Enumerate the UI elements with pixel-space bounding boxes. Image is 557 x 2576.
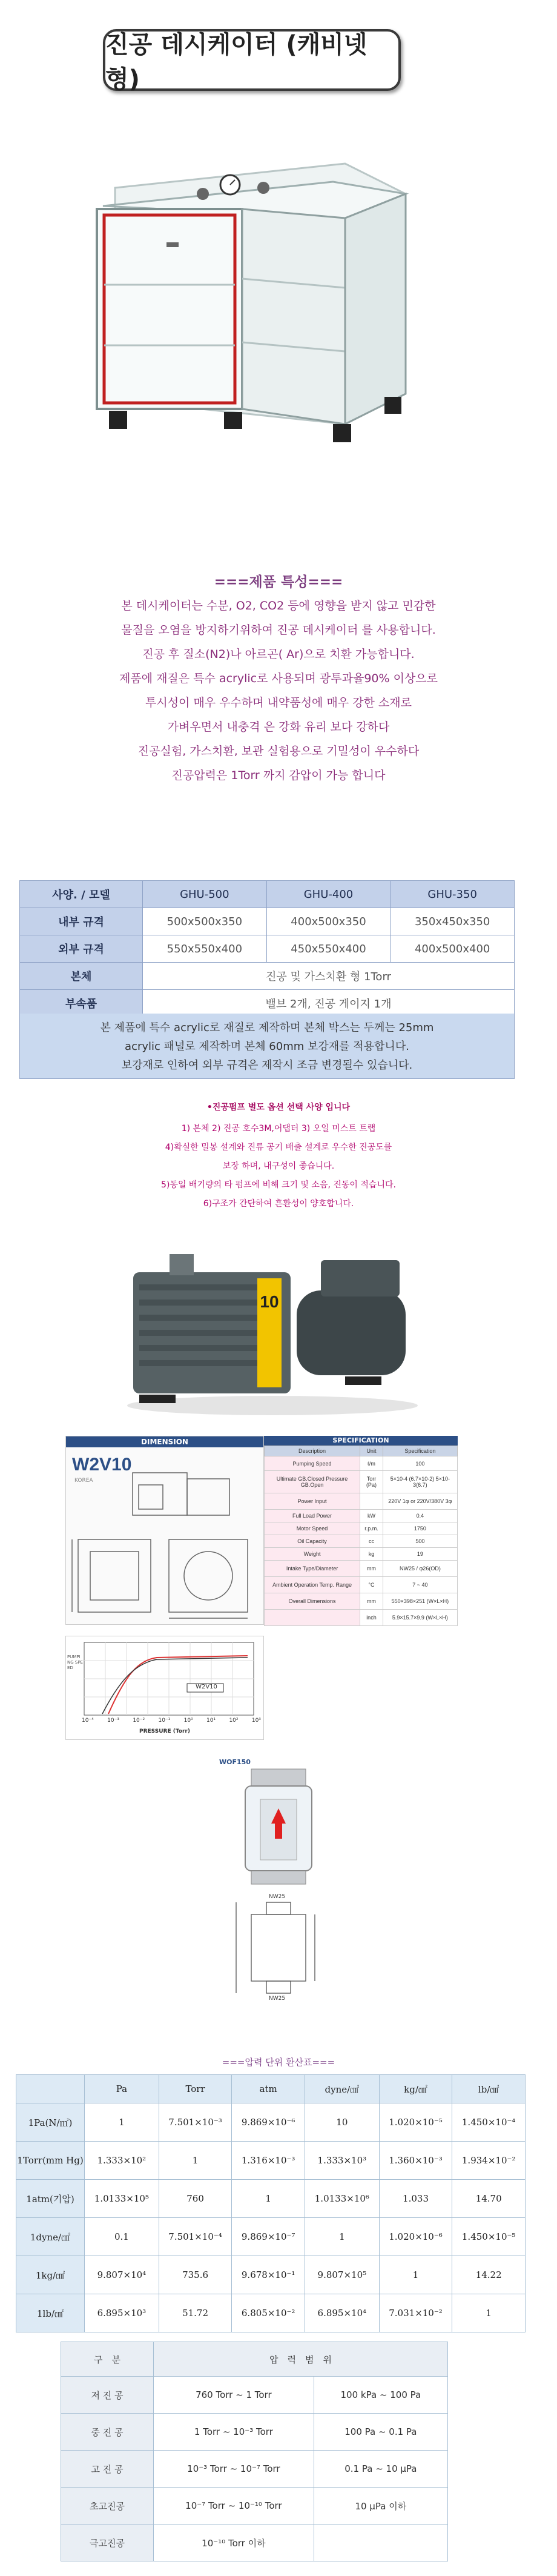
table-row xyxy=(61,2414,448,2451)
pressure-cell: 7.501×10⁻⁴ xyxy=(159,2218,232,2256)
table-row xyxy=(61,2377,448,2414)
feature-line: 본 데시케이터는 수분, O2, CO2 등에 영향을 받지 않고 민감한 xyxy=(121,599,436,612)
dimension-drawing xyxy=(65,1436,264,1625)
table-row xyxy=(16,2103,526,2142)
spec-value: 0.4 xyxy=(383,1510,457,1522)
spec-col: Unit xyxy=(360,1446,383,1456)
pressure-cell: 1.020×10⁻⁵ xyxy=(379,2103,452,2142)
pressure-row-label: 1lb/㎠ xyxy=(16,2294,85,2332)
graph-tick: 10⁰ xyxy=(183,1718,193,1724)
dimension-header: DIMENSION xyxy=(66,1436,263,1447)
pressure-cell: 760 xyxy=(159,2180,232,2218)
table-row xyxy=(61,2488,448,2525)
pressure-cell: 1 xyxy=(379,2256,452,2294)
pressure-header xyxy=(16,2075,85,2103)
range-label: 극고진공 xyxy=(61,2525,154,2561)
spec-unit: inch xyxy=(360,1610,383,1626)
spec-desc: Ambient Operation Temp. Range xyxy=(265,1577,360,1593)
spec-cell: 400x500x400 xyxy=(391,935,515,963)
desiccator-cabinet-image xyxy=(79,151,418,466)
pressure-cell: 1 xyxy=(452,2294,526,2332)
pressure-cell: 1 xyxy=(305,2218,379,2256)
graph-tick: 10³ xyxy=(251,1718,261,1724)
pressure-cell: 14.70 xyxy=(452,2180,526,2218)
graph-tick: 10⁻⁴ xyxy=(82,1718,94,1724)
spec-cell: 500x500x350 xyxy=(143,908,267,935)
pressure-cell: 1.020×10⁻⁶ xyxy=(379,2218,452,2256)
range-pa: 0.1 Pa ~ 10 μPa xyxy=(314,2451,447,2488)
range-torr: 10⁻³ Torr ~ 10⁻⁷ Torr xyxy=(154,2451,314,2488)
range-torr: 760 Torr ~ 1 Torr xyxy=(154,2377,314,2414)
table-row xyxy=(16,2180,526,2218)
spec-cell: 밸브 2개, 진공 게이지 1개 xyxy=(143,990,515,1017)
spec-value: 19 xyxy=(383,1548,457,1561)
trap-label: WOF150 xyxy=(219,1758,251,1766)
specification-header: SPECIFICATION xyxy=(264,1436,458,1446)
pressure-cell: 1.333×10³ xyxy=(305,2142,379,2180)
spec-row-label: 외부 규격 xyxy=(20,935,143,963)
feature-line: 물질을 오염을 방지하기위하여 진공 데시케이터 를 사용합니다. xyxy=(121,623,436,637)
dimension-sub: KOREA xyxy=(74,1478,93,1484)
pumping-speed-graph xyxy=(65,1636,264,1740)
spec-cell: 진공 및 가스치환 형 1Torr xyxy=(143,963,515,990)
spec-unit: Torr (Pa) xyxy=(360,1471,383,1493)
graph-tick: 10¹ xyxy=(206,1718,216,1724)
pressure-table xyxy=(16,2074,526,2332)
feature-line: 투시성이 매우 우수하며 내약품성에 매우 강한 소재로 xyxy=(145,696,412,709)
pressure-header: Torr xyxy=(159,2075,232,2103)
vacuum-pump-image xyxy=(115,1236,430,1418)
pressure-row-label: 1kg/㎠ xyxy=(16,2256,85,2294)
range-torr: 10⁻¹⁰ Torr 이하 xyxy=(154,2525,314,2561)
spec-desc xyxy=(265,1610,360,1626)
graph-legend: W2V10 xyxy=(196,1684,217,1690)
spec-unit: mm xyxy=(360,1561,383,1577)
trap-nw-bottom: NW25 xyxy=(269,1996,286,2002)
pressure-cell: 9.869×10⁻⁶ xyxy=(232,2103,305,2142)
spec-cell: 400x500x350 xyxy=(266,908,391,935)
pump-option-line: 5)동일 배기량의 타 펌프에 비해 크기 및 소음, 진동이 적습니다. xyxy=(161,1180,396,1190)
pressure-cell: 1.934×10⁻² xyxy=(452,2142,526,2180)
spec-value: 1750 xyxy=(383,1522,457,1535)
pump-option-line: 4)확실한 밀봉 설계와 진류 공기 배출 설계로 우수한 진공도를 xyxy=(165,1143,392,1152)
spec-value: 7 ~ 40 xyxy=(383,1577,457,1593)
spec-unit: r.p.m. xyxy=(360,1522,383,1535)
table-row xyxy=(61,2525,448,2561)
graph-tick: 10⁻² xyxy=(133,1718,145,1724)
pressure-cell: 10 xyxy=(305,2103,379,2142)
oil-mist-trap-image xyxy=(218,1757,339,2011)
pressure-cell: 9.807×10⁴ xyxy=(85,2256,159,2294)
spec-cell: 450x550x400 xyxy=(266,935,391,963)
feature-line: 제품에 재질은 특수 acrylic로 사용되며 광투과율90% 이상으로 xyxy=(119,672,438,685)
range-pa: 100 kPa ~ 100 Pa xyxy=(314,2377,447,2414)
pressure-cell: 9.869×10⁻⁷ xyxy=(232,2218,305,2256)
pressure-cell: 0.1 xyxy=(85,2218,159,2256)
range-torr: 10⁻⁷ Torr ~ 10⁻¹⁰ Torr xyxy=(154,2488,314,2525)
pressure-cell: 6.895×10⁴ xyxy=(305,2294,379,2332)
graph-ylabel: PUMPING SPEED xyxy=(67,1655,83,1670)
vacuum-range-table xyxy=(61,2342,448,2561)
pressure-header: kg/㎠ xyxy=(379,2075,452,2103)
pressure-cell: 1.450×10⁻⁴ xyxy=(452,2103,526,2142)
pump-badge: 10 xyxy=(260,1292,279,1311)
pressure-cell: 1.333×10² xyxy=(85,2142,159,2180)
range-label: 초고진공 xyxy=(61,2488,154,2525)
spec-desc: Pumping Speed xyxy=(265,1456,360,1471)
pressure-cell: 1.360×10⁻³ xyxy=(379,2142,452,2180)
spec-unit: kW xyxy=(360,1510,383,1522)
range-pa xyxy=(314,2525,447,2561)
pressure-cell: 7.031×10⁻² xyxy=(379,2294,452,2332)
pressure-cell: 735.6 xyxy=(159,2256,232,2294)
spec-cell: 550x550x400 xyxy=(143,935,267,963)
spec-value: 5.9×15.7×9.9 (W×L×H) xyxy=(383,1610,457,1626)
pressure-cell: 1.033 xyxy=(379,2180,452,2218)
range-header: 구 분 xyxy=(61,2342,154,2377)
spec-desc: Ultimate GB.Closed Pressure GB.Open xyxy=(265,1471,360,1493)
pressure-cell: 1.0133×10⁶ xyxy=(305,2180,379,2218)
pump-option-line: 1) 본체 2) 진공 호수3M,어댑터 3) 오일 미스트 트랩 xyxy=(181,1124,376,1134)
pressure-cell: 6.805×10⁻² xyxy=(232,2294,305,2332)
pressure-cell: 1 xyxy=(232,2180,305,2218)
pressure-header: dyne/㎠ xyxy=(305,2075,379,2103)
features-heading: ===제품 특성=== xyxy=(214,574,343,590)
specification-table xyxy=(264,1446,458,1626)
trap-nw-top: NW25 xyxy=(269,1894,286,1900)
table-row xyxy=(16,2256,526,2294)
spec-note-line: 본 제품에 특수 acrylic로 재질로 제작하며 본체 박스는 두께는 25mm xyxy=(100,1021,434,1034)
range-header: 압 력 범 위 xyxy=(154,2342,448,2377)
pressure-cell: 51.72 xyxy=(159,2294,232,2332)
pressure-row-label: 1Pa(N/㎡) xyxy=(16,2103,85,2142)
feature-line: 가벼우면서 내충격 은 강화 유리 보다 강하다 xyxy=(167,720,390,734)
pressure-header: Pa xyxy=(85,2075,159,2103)
dimension-model: W2V10 xyxy=(72,1455,132,1475)
graph-tick: 10² xyxy=(229,1718,239,1724)
range-pa: 10 μPa 이하 xyxy=(314,2488,447,2525)
spec-unit: mm xyxy=(360,1593,383,1610)
spec-note-line: 보강재로 인하여 외부 규격은 제작시 조금 변경될수 있습니다. xyxy=(121,1059,413,1072)
range-pa: 100 Pa ~ 0.1 Pa xyxy=(314,2414,447,2451)
pressure-cell: 1 xyxy=(159,2142,232,2180)
spec-note xyxy=(19,1014,515,1079)
spec-row-label: 본체 xyxy=(20,963,143,990)
spec-header-cell: GHU-500 xyxy=(143,881,267,908)
spec-col: Description xyxy=(265,1446,360,1456)
pressure-cell: 1.450×10⁻⁵ xyxy=(452,2218,526,2256)
pump-option-heading: •진공펌프 별도 옵션 선택 사양 입니다 xyxy=(206,1103,351,1112)
spec-desc: Intake Type/Diameter xyxy=(265,1561,360,1577)
range-torr: 1 Torr ~ 10⁻³ Torr xyxy=(154,2414,314,2451)
spec-table xyxy=(19,880,515,1017)
feature-line: 진공압력은 1Torr 까지 감압이 가능 합니다 xyxy=(171,769,386,782)
graph-tick: 10⁻³ xyxy=(107,1718,119,1724)
spec-cell: 350x450x350 xyxy=(391,908,515,935)
spec-unit: °C xyxy=(360,1577,383,1593)
table-row xyxy=(16,2294,526,2332)
range-label: 고 진 공 xyxy=(61,2451,154,2488)
spec-desc: Overall Dimensions xyxy=(265,1593,360,1610)
spec-value: 5×10-4 (6.7×10-2) 5×10-3(6.7) xyxy=(383,1471,457,1493)
pressure-row-label: 1atm(기압) xyxy=(16,2180,85,2218)
table-row xyxy=(16,2142,526,2180)
pressure-cell: 9.678×10⁻¹ xyxy=(232,2256,305,2294)
table-row xyxy=(61,2451,448,2488)
spec-header-cell: 사양. / 모델 xyxy=(20,881,143,908)
pressure-cell: 1.316×10⁻³ xyxy=(232,2142,305,2180)
pump-option-line: 보장 하며, 내구성이 좋습니다. xyxy=(222,1161,335,1171)
pressure-row-label: 1Torr(mm Hg) xyxy=(16,2142,85,2180)
spec-unit: cc xyxy=(360,1535,383,1548)
pressure-cell: 7.501×10⁻³ xyxy=(159,2103,232,2142)
feature-line: 진공 후 질소(N2)나 아르곤( Ar)으로 치환 가능합니다. xyxy=(142,648,415,661)
graph-tick: 10⁻¹ xyxy=(158,1718,171,1724)
spec-value: 500 xyxy=(383,1535,457,1548)
pressure-header: lb/㎠ xyxy=(452,2075,526,2103)
spec-header-cell: GHU-350 xyxy=(391,881,515,908)
spec-row-label: 부속품 xyxy=(20,990,143,1017)
spec-unit: ℓ/m xyxy=(360,1456,383,1471)
spec-col: Specification xyxy=(383,1446,457,1456)
feature-line: 진공실험, 가스치환, 보관 실험용으로 기밀성이 우수하다 xyxy=(137,745,420,758)
pump-option-line: 6)구조가 간단하여 흔환성이 양호합니다. xyxy=(203,1199,354,1209)
pressure-cell: 1.0133×10⁵ xyxy=(85,2180,159,2218)
spec-desc: Oil Capacity xyxy=(265,1535,360,1548)
spec-value: 100 xyxy=(383,1456,457,1471)
spec-unit: kg xyxy=(360,1548,383,1561)
specification-sheet xyxy=(264,1436,458,1624)
pressure-caption: ===압력 단위 환산표=== xyxy=(222,2057,335,2068)
page-title: 진공 데시케이터 (캐비넷형) xyxy=(103,29,401,91)
spec-value: 220V 1φ or 220V/380V 3φ xyxy=(383,1493,457,1510)
spec-desc: Motor Speed xyxy=(265,1522,360,1535)
spec-value: 550×398×251 (W×L×H) xyxy=(383,1593,457,1610)
spec-desc: Weight xyxy=(265,1548,360,1561)
spec-note-line: acrylic 패널로 제작하며 본체 60mm 보강재를 적용합니다. xyxy=(125,1040,409,1053)
pressure-cell: 1 xyxy=(85,2103,159,2142)
pressure-cell: 6.895×10³ xyxy=(85,2294,159,2332)
graph-xlabel: PRESSURE (Torr) xyxy=(139,1728,190,1734)
spec-desc: Power Input xyxy=(265,1493,360,1510)
pressure-cell: 14.22 xyxy=(452,2256,526,2294)
spec-desc: Full Load Power xyxy=(265,1510,360,1522)
range-label: 중 진 공 xyxy=(61,2414,154,2451)
pressure-header: atm xyxy=(232,2075,305,2103)
pressure-cell: 9.807×10⁵ xyxy=(305,2256,379,2294)
spec-unit xyxy=(360,1493,383,1510)
range-label: 저 진 공 xyxy=(61,2377,154,2414)
spec-row-label: 내부 규격 xyxy=(20,908,143,935)
table-row xyxy=(16,2218,526,2256)
spec-value: NW25 / φ26(OD) xyxy=(383,1561,457,1577)
pressure-row-label: 1dyne/㎠ xyxy=(16,2218,85,2256)
spec-header-cell: GHU-400 xyxy=(266,881,391,908)
